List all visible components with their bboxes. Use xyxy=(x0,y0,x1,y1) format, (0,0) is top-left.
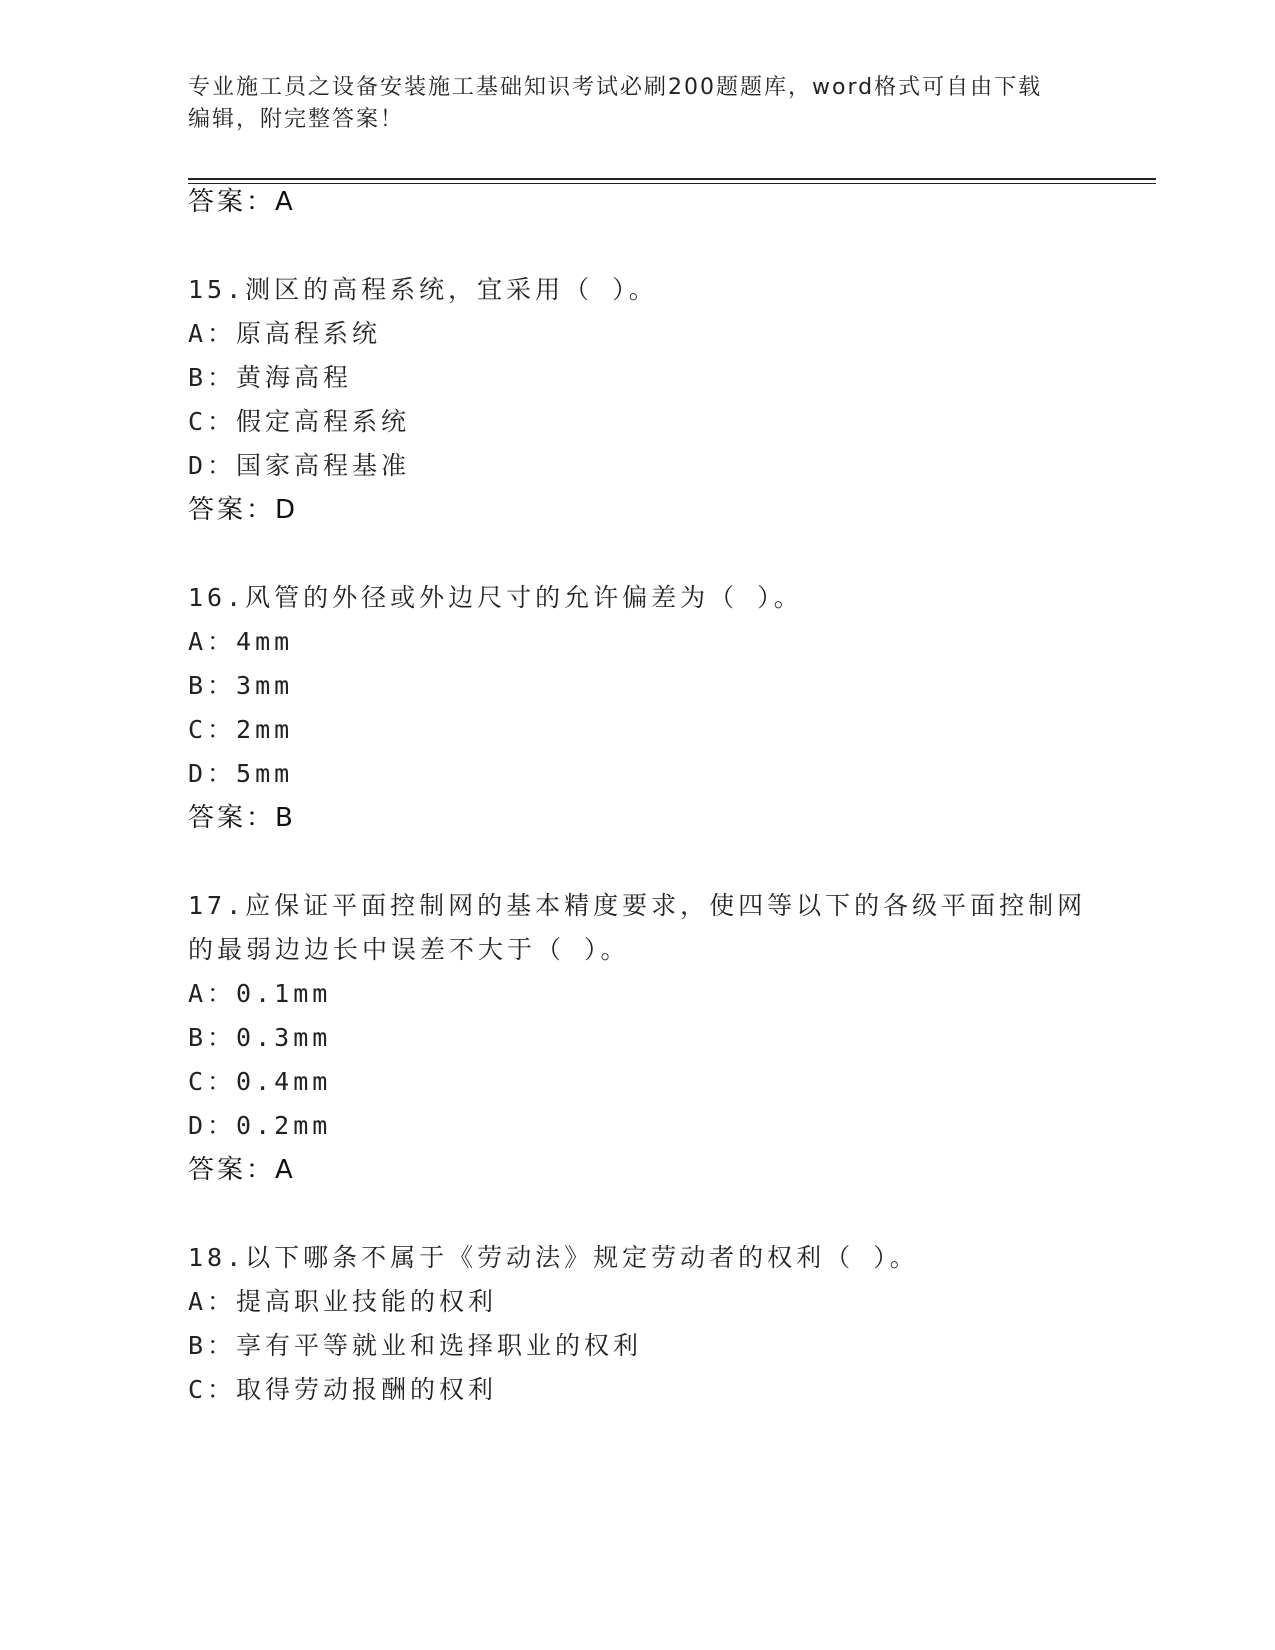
answer-17: 答案：A xyxy=(188,1155,296,1185)
question-16-option-a: A：4mm xyxy=(188,627,294,656)
question-15-option-d: D：国家高程基准 xyxy=(188,451,411,480)
answer-16: 答案：B xyxy=(188,803,296,833)
question-18-option-b: B：享有平等就业和选择职业的权利 xyxy=(188,1331,643,1360)
question-16: 16.风管的外径或外边尺寸的允许偏差为（ ）。 xyxy=(188,583,803,612)
question-18-option-c: C：取得劳动报酬的权利 xyxy=(188,1375,498,1404)
header-line-2: 编辑，附完整答案！ xyxy=(188,107,405,132)
question-17-line-1: 17.应保证平面控制网的基本精度要求，使四等以下的各级平面控制网 xyxy=(188,891,1087,920)
answer-15: 答案：D xyxy=(188,495,299,525)
question-15: 15.测区的高程系统，宜采用（ ）。 xyxy=(188,275,658,304)
question-17-line-2: 的最弱边边长中误差不大于（ ）。 xyxy=(188,935,630,964)
question-17-option-c: C：0.4mm xyxy=(188,1067,332,1096)
document-header xyxy=(188,72,1088,136)
question-16-option-c: C：2mm xyxy=(188,715,294,744)
header-divider-thin xyxy=(188,183,1156,184)
question-17-option-a: A：0.1mm xyxy=(188,979,332,1008)
question-15-option-b: B：黄海高程 xyxy=(188,363,353,392)
header-line-1: 专业施工员之设备安装施工基础知识考试必刷200题题库，word格式可自由下载 xyxy=(188,75,1043,100)
question-18-option-a: A：提高职业技能的权利 xyxy=(188,1287,498,1316)
question-17-option-d: D：0.2mm xyxy=(188,1111,332,1140)
question-16-option-d: D：5mm xyxy=(188,759,294,788)
header-divider-thick xyxy=(188,178,1156,180)
question-16-option-b: B：3mm xyxy=(188,671,294,700)
question-17-option-b: B：0.3mm xyxy=(188,1023,332,1052)
answer-14: 答案：A xyxy=(188,187,296,217)
question-15-option-a: A：原高程系统 xyxy=(188,319,382,348)
question-18: 18.以下哪条不属于《劳动法》规定劳动者的权利（ ）。 xyxy=(188,1243,919,1272)
question-15-option-c: C：假定高程系统 xyxy=(188,407,411,436)
